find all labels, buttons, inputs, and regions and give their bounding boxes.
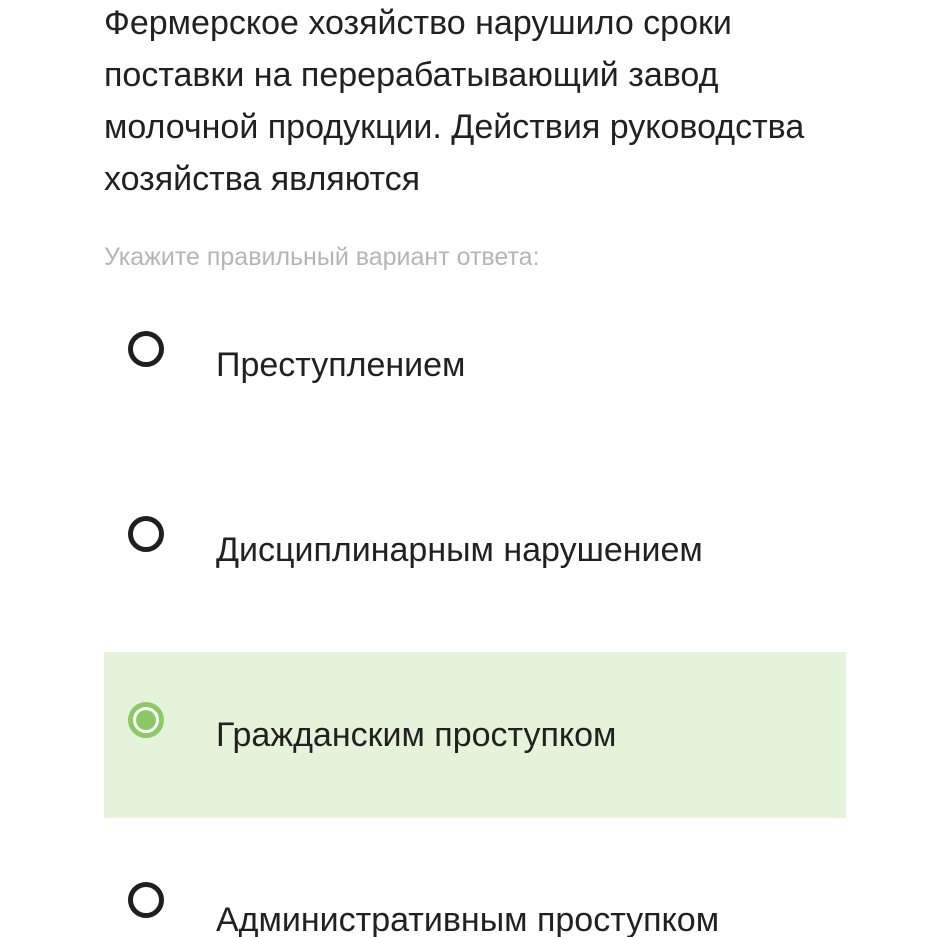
answer-option-3[interactable] bbox=[104, 652, 846, 818]
answer-option-label: Дисциплинарным нарушением bbox=[216, 531, 703, 569]
answer-option-label: Гражданским проступком bbox=[216, 716, 617, 754]
question-text: Фермерское хозяйство нарушило сроки поставки на перерабатывающий завод молочной продукции. Действия руководства хозяйства являются bbox=[104, 4, 805, 198]
answer-option-1[interactable] bbox=[104, 283, 846, 449]
radio-button-icon[interactable] bbox=[128, 331, 164, 367]
answer-option-2[interactable] bbox=[104, 468, 846, 634]
radio-button-icon[interactable] bbox=[128, 882, 164, 918]
radio-button-checked-icon[interactable] bbox=[128, 702, 164, 738]
answer-option-4[interactable] bbox=[104, 834, 846, 937]
answer-option-label: Административным проступком bbox=[216, 901, 720, 937]
radio-button-icon[interactable] bbox=[128, 516, 164, 552]
answer-option-label: Преступлением bbox=[216, 346, 466, 384]
answer-instruction: Укажите правильный вариант ответа: bbox=[104, 243, 540, 271]
